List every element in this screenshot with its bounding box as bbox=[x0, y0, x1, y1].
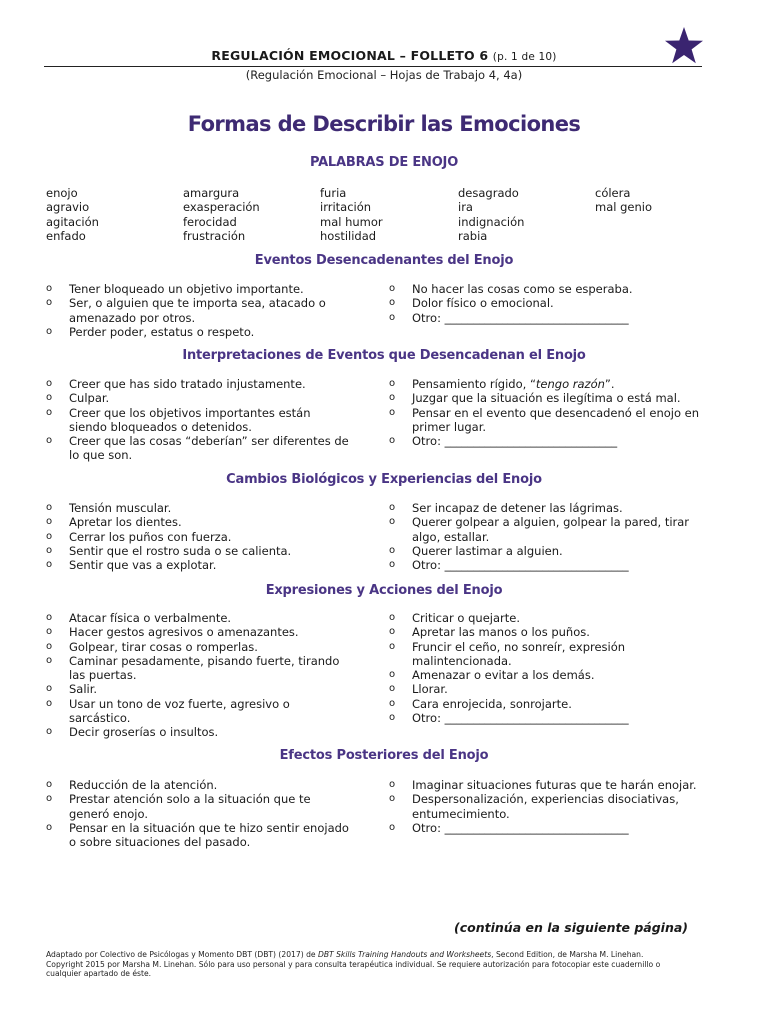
bullet-icon: o bbox=[389, 697, 396, 709]
bullet-icon: o bbox=[46, 378, 53, 389]
list-item bbox=[46, 611, 351, 625]
anger-word: cólera bbox=[595, 186, 631, 200]
list-item-text: Sentir que vas a explotar. bbox=[69, 558, 217, 573]
list-item bbox=[389, 625, 707, 639]
section-title-aftereffects: Efectos Posteriores del Enojo bbox=[279, 748, 489, 763]
bullet-icon: o bbox=[389, 712, 396, 724]
list-item bbox=[46, 282, 351, 296]
list-item-text: Querer lastimar a alguien. bbox=[412, 543, 563, 558]
bullet-icon: o bbox=[46, 793, 53, 805]
section-title-interpretations: Interpretaciones de Eventos que Desencadenan el Enojo bbox=[182, 348, 586, 363]
anger-word: enojo bbox=[46, 186, 78, 200]
list-item bbox=[389, 778, 707, 792]
list-item-text: Creer que has sido tratado injustamente. bbox=[69, 377, 306, 391]
bullet-icon: o bbox=[389, 612, 396, 623]
list-item bbox=[389, 406, 707, 435]
main-title: Formas de Describir las Emociones bbox=[187, 112, 581, 136]
list-item-text: Juzgar que la situación es ilegítima o está mal. bbox=[412, 391, 681, 406]
list-item-text: Culpar. bbox=[69, 391, 110, 406]
bullet-icon: o bbox=[389, 311, 396, 323]
list-item-text: Pensar en el evento que desencadenó el enojo en primer lugar. bbox=[412, 405, 700, 434]
anger-word: indignación bbox=[458, 214, 525, 229]
anger-word: agravio bbox=[46, 200, 90, 215]
bullet-icon: o bbox=[46, 502, 53, 513]
list-item bbox=[46, 530, 351, 544]
bullet-icon: o bbox=[389, 406, 396, 418]
list-item bbox=[46, 544, 351, 558]
bullet-icon: o bbox=[46, 626, 53, 638]
continue-note: (continúa en la siguiente página) bbox=[454, 920, 688, 935]
footer-book-title: DBT Skills Training Handouts and Worksheets bbox=[318, 950, 492, 959]
list-item-text: Querer golpear a alguien, golpear la pared, tirar algo, estallar. bbox=[412, 515, 690, 544]
bullet-icon: o bbox=[389, 779, 396, 790]
biological-list-right bbox=[389, 501, 707, 572]
list-item bbox=[46, 515, 351, 529]
header-subtitle: (Regulación Emocional – Hojas de Trabajo 4, 4a) bbox=[245, 68, 523, 82]
list-item bbox=[389, 391, 707, 405]
list-item bbox=[389, 697, 707, 711]
bullet-icon: o bbox=[389, 297, 396, 309]
anger-word: amargura bbox=[183, 186, 240, 200]
list-item bbox=[389, 792, 707, 821]
list-item-text: Amenazar o evitar a los demás. bbox=[412, 668, 595, 683]
list-item-text: Golpear, tirar cosas o romperlas. bbox=[69, 639, 258, 654]
list-item bbox=[46, 406, 351, 435]
list-item bbox=[389, 501, 707, 515]
list-item-text: Hacer gestos agresivos o amenazantes. bbox=[69, 625, 299, 640]
bullet-icon: o bbox=[46, 435, 53, 447]
list-item bbox=[46, 654, 351, 683]
words-column-4 bbox=[458, 186, 524, 244]
list-item bbox=[46, 434, 351, 463]
bullet-icon: o bbox=[389, 516, 396, 528]
list-item-text: Otro: ________________________________ bbox=[412, 558, 629, 573]
star-icon bbox=[664, 26, 704, 66]
words-column-2 bbox=[183, 186, 260, 244]
interpretations-list-right bbox=[389, 377, 707, 448]
list-item bbox=[389, 311, 707, 325]
list-item-text: Ser incapaz de detener las lágrimas. bbox=[412, 501, 623, 515]
list-item bbox=[389, 821, 707, 835]
list-item-text: No hacer las cosas como se esperaba. bbox=[412, 282, 633, 296]
list-item-text: Otro: ________________________________ bbox=[412, 310, 629, 325]
list-item bbox=[389, 282, 707, 296]
list-item bbox=[46, 558, 351, 572]
triggers-list-right bbox=[389, 282, 707, 325]
list-item bbox=[46, 377, 351, 391]
anger-word: ira bbox=[458, 200, 473, 215]
list-item bbox=[389, 544, 707, 558]
anger-word: frustración bbox=[183, 229, 246, 244]
footer-suffix: , Second Edition, de Marsha M. Linehan. Copyright 2015 por Marsha M. Linehan. Sólo para uso personal y para consulta terapéutica individual. Se requiere autorización para fotocopiar este cuadernillo o cualquier apartado de éste. bbox=[46, 950, 661, 979]
header-divider bbox=[44, 66, 702, 67]
list-item-text: Creer que las cosas “deberían” ser diferentes de lo que son. bbox=[69, 434, 349, 463]
words-column-1 bbox=[46, 186, 99, 244]
list-item-text: Pensamiento rígido, “ bbox=[412, 377, 536, 391]
bullet-icon: o bbox=[389, 435, 396, 447]
bullet-icon: o bbox=[46, 726, 53, 738]
anger-words-title: PALABRAS DE ENOJO bbox=[309, 155, 459, 170]
list-item bbox=[46, 778, 351, 792]
biological-list-left bbox=[46, 501, 351, 572]
footer-prefix: Adaptado por Colectivo de Psicólogas y Momento DBT (DBT) (2017) de bbox=[46, 950, 318, 959]
list-item-text: tengo razón bbox=[535, 377, 605, 391]
list-item bbox=[46, 501, 351, 515]
bullet-icon: o bbox=[389, 821, 396, 833]
list-item bbox=[389, 558, 707, 572]
list-item-text: Reducción de la atención. bbox=[69, 778, 218, 792]
page-note: (p. 1 de 10) bbox=[492, 51, 557, 63]
bullet-icon: o bbox=[389, 392, 396, 404]
list-item-text: Ser, o alguien que te importa sea, atacado o amenazado por otros. bbox=[69, 296, 326, 325]
bullet-icon: o bbox=[46, 821, 53, 833]
anger-word: desagrado bbox=[458, 186, 519, 200]
bullet-icon: o bbox=[46, 530, 53, 542]
list-item bbox=[389, 434, 707, 448]
list-item bbox=[46, 682, 351, 696]
aftereffects-list-left bbox=[46, 778, 351, 849]
anger-word: mal genio bbox=[595, 200, 652, 215]
bullet-icon: o bbox=[389, 283, 396, 294]
bullet-icon: o bbox=[46, 559, 53, 571]
list-item bbox=[389, 377, 707, 391]
bullet-icon: o bbox=[389, 640, 396, 652]
bullet-icon: o bbox=[46, 544, 53, 556]
list-item-text: Caminar pesadamente, pisando fuerte, tirando las puertas. bbox=[69, 653, 340, 683]
list-item-text: Tensión muscular. bbox=[69, 501, 172, 515]
list-item bbox=[46, 697, 351, 726]
list-item bbox=[46, 640, 351, 654]
list-item-text: Tener bloqueado un objetivo importante. bbox=[69, 282, 304, 296]
bullet-icon: o bbox=[46, 392, 53, 404]
anger-word: exasperación bbox=[183, 200, 260, 215]
list-item-text: Atacar física o verbalmente. bbox=[69, 611, 232, 625]
anger-word: rabia bbox=[458, 229, 488, 244]
bullet-icon: o bbox=[46, 297, 53, 309]
list-item bbox=[46, 792, 351, 821]
list-item bbox=[46, 821, 351, 850]
bullet-icon: o bbox=[389, 502, 396, 513]
list-item bbox=[389, 515, 707, 544]
list-item bbox=[46, 725, 351, 739]
aftereffects-list-right bbox=[389, 778, 707, 835]
list-item-text: Fruncir el ceño, no sonreír, expresión malintencionada. bbox=[412, 639, 626, 668]
bullet-icon: o bbox=[46, 516, 53, 528]
section-title-triggers: Eventos Desencadenantes del Enojo bbox=[254, 253, 514, 268]
list-item-text: Decir groserías o insultos. bbox=[69, 725, 219, 740]
bullet-icon: o bbox=[46, 640, 53, 652]
expressions-list-right bbox=[389, 611, 707, 725]
anger-word: hostilidad bbox=[320, 229, 377, 244]
bullet-icon: o bbox=[389, 669, 396, 681]
list-item-text: Criticar o quejarte. bbox=[412, 611, 520, 625]
bullet-icon: o bbox=[46, 697, 53, 709]
list-item-text: Otro: ________________________________ bbox=[412, 711, 629, 726]
list-item-text: Cerrar los puños con fuerza. bbox=[69, 529, 232, 544]
bullet-icon: o bbox=[46, 406, 53, 418]
list-item bbox=[46, 625, 351, 639]
list-item-text: Llorar. bbox=[412, 682, 448, 697]
copyright-footer bbox=[46, 950, 676, 979]
list-item bbox=[389, 611, 707, 625]
section-title-biological: Cambios Biológicos y Experiencias del Enojo bbox=[226, 472, 542, 487]
words-column-3 bbox=[320, 186, 383, 244]
interpretations-list-left bbox=[46, 377, 351, 463]
bullet-icon: o bbox=[389, 378, 396, 389]
list-item bbox=[389, 682, 707, 696]
bullet-icon: o bbox=[389, 793, 396, 805]
list-item-text: Despersonalización, experiencias disociativas, entumecimiento. bbox=[412, 792, 679, 821]
bullet-icon: o bbox=[389, 626, 396, 638]
list-item-text: Otro: ________________________________ bbox=[412, 820, 629, 835]
anger-word: mal humor bbox=[320, 214, 383, 229]
list-item bbox=[46, 325, 351, 339]
list-item-text: Prestar atención solo a la situación que te generó enojo. bbox=[69, 792, 311, 821]
list-item bbox=[389, 296, 707, 310]
bullet-icon: o bbox=[46, 683, 53, 695]
expressions-list-left bbox=[46, 611, 351, 740]
bullet-icon: o bbox=[389, 544, 396, 556]
anger-word: ferocidad bbox=[183, 214, 237, 229]
bullet-icon: o bbox=[389, 559, 396, 571]
list-item bbox=[46, 296, 351, 325]
list-item-text: Dolor físico o emocional. bbox=[412, 296, 554, 311]
header-title-text: REGULACIÓN EMOCIONAL – FOLLETO 6 bbox=[211, 48, 489, 63]
anger-word: irritación bbox=[320, 200, 372, 215]
list-item-text: Salir. bbox=[69, 682, 98, 697]
list-item bbox=[389, 668, 707, 682]
bullet-icon: o bbox=[46, 654, 53, 666]
list-item bbox=[389, 640, 707, 669]
list-item-text: Usar un tono de voz fuerte, agresivo o sarcástico. bbox=[69, 696, 290, 726]
anger-word: enfado bbox=[46, 229, 86, 244]
list-item-text: Sentir que el rostro suda o se calienta. bbox=[69, 543, 292, 558]
list-item bbox=[46, 391, 351, 405]
bullet-icon: o bbox=[46, 779, 53, 790]
list-item-text: Perder poder, estatus o respeto. bbox=[69, 324, 255, 339]
list-item bbox=[389, 711, 707, 725]
handout-header-title bbox=[0, 48, 768, 63]
list-item-text: Apretar las manos o los puños. bbox=[412, 625, 590, 640]
list-item-text: Otro: ______________________________ bbox=[412, 434, 618, 449]
list-item-text: Creer que los objetivos importantes están siendo bloqueados o detenidos. bbox=[69, 405, 311, 434]
anger-word: furia bbox=[320, 186, 347, 200]
triggers-list-left bbox=[46, 282, 351, 339]
bullet-icon: o bbox=[389, 683, 396, 695]
list-item-text: Apretar los dientes. bbox=[69, 515, 182, 530]
section-title-expressions: Expresiones y Acciones del Enojo bbox=[265, 583, 503, 598]
list-item-text: ”. bbox=[604, 377, 615, 391]
anger-word: agitación bbox=[46, 214, 99, 229]
bullet-icon: o bbox=[46, 612, 53, 623]
list-item-text: Pensar en la situación que te hizo sentir enojado o sobre situaciones del pasado. bbox=[69, 820, 349, 850]
words-column-5 bbox=[595, 186, 652, 215]
list-item-text: Imaginar situaciones futuras que te harán enojar. bbox=[412, 778, 697, 792]
bullet-icon: o bbox=[46, 325, 53, 337]
bullet-icon: o bbox=[46, 283, 53, 294]
list-item-text: Cara enrojecida, sonrojarte. bbox=[412, 696, 572, 711]
